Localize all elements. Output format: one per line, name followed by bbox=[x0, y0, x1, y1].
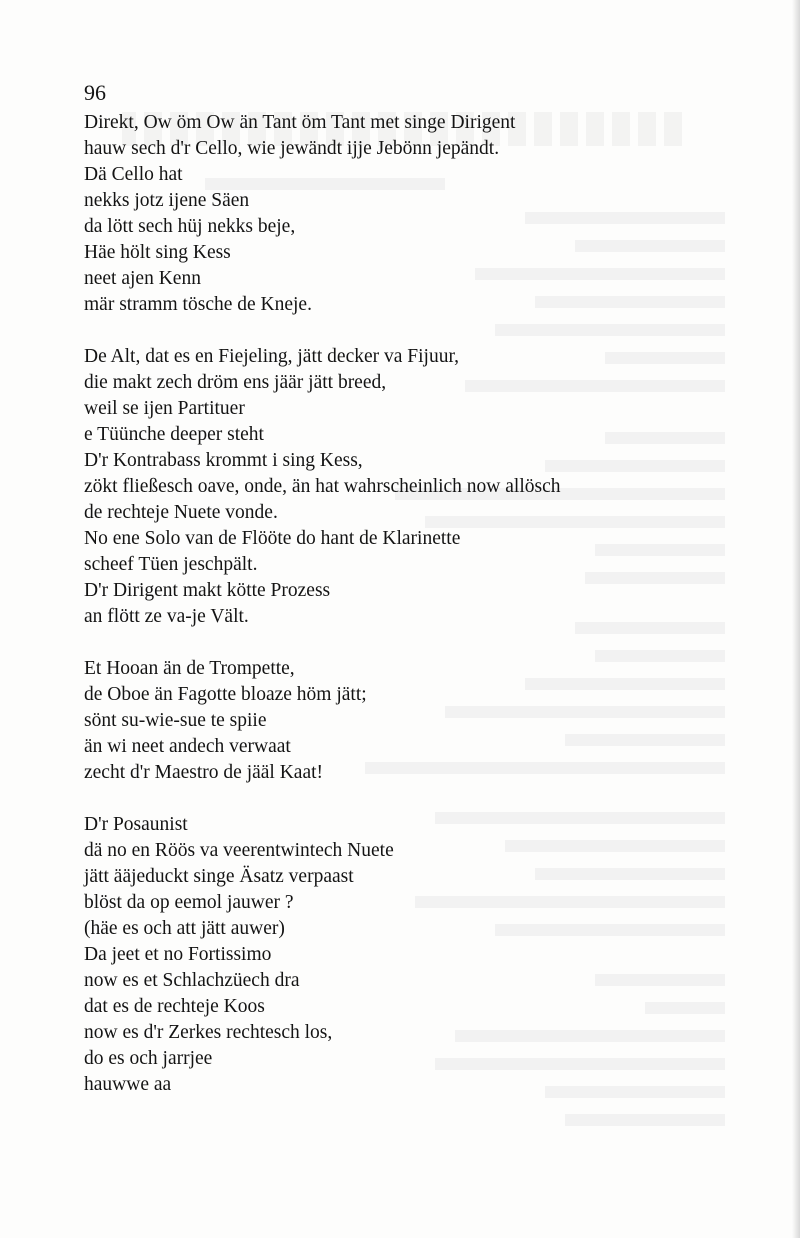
poem-line: Et Hooan än de Trompette, bbox=[84, 658, 295, 679]
poem-line: Häe hölt sing Kess bbox=[84, 242, 231, 263]
stanza-3 bbox=[84, 656, 774, 786]
poem-line: zecht d'r Maestro de jääl Kaat! bbox=[84, 762, 324, 783]
poem-line: now es d'r Zerkes rechtesch los, bbox=[84, 1022, 333, 1043]
poem-line: da lött sech hüj nekks beje, bbox=[84, 216, 296, 237]
page-number: 96 bbox=[84, 80, 106, 105]
poem-line: No ene Solo van de Flööte do hant de Klarinette bbox=[84, 528, 461, 549]
poem-line: D'r Dirigent makt kötte Prozess bbox=[84, 580, 331, 601]
stanza-4 bbox=[84, 812, 774, 1098]
poem-line: Direkt, Ow öm Ow än Tant öm Tant met singe Dirigent bbox=[84, 112, 516, 133]
poem-line: an flött ze va-je Vält. bbox=[84, 606, 249, 627]
poem-line: dä no en Röös va veerentwintech Nuete bbox=[84, 840, 394, 861]
poem-line: sönt su-wie-sue te spiie bbox=[84, 710, 267, 731]
poem-line: D'r Kontrabass krommt i sing Kess, bbox=[84, 450, 363, 471]
poem-line: än wi neet andech verwaat bbox=[84, 736, 291, 757]
poem-line: Da jeet et no Fortissimo bbox=[84, 944, 272, 965]
poem-line: zökt fließesch oave, onde, än hat wahrscheinlich now allösch bbox=[84, 476, 561, 497]
poem-line: Dä Cello hat bbox=[84, 164, 183, 185]
poem-line: D'r Posaunist bbox=[84, 814, 188, 835]
page-edge-shadow bbox=[792, 0, 800, 1238]
poem-line: jätt ääjeduckt singe Äsatz verpaast bbox=[84, 866, 354, 887]
stanza-2 bbox=[84, 344, 774, 630]
poem-line: scheef Tüen jeschpält. bbox=[84, 554, 258, 575]
poem-line: nekks jotz ijene Säen bbox=[84, 190, 250, 211]
stanza-1 bbox=[84, 110, 774, 318]
poem-line: die makt zech dröm ens jäär jätt breed, bbox=[84, 372, 387, 393]
poem-line: weil se ijen Partituer bbox=[84, 398, 245, 419]
poem-line: (häe es och att jätt auwer) bbox=[84, 918, 285, 939]
poem-line: de Oboe än Fagotte bloaze höm jätt; bbox=[84, 684, 367, 705]
poem-line: now es et Schlachzüech dra bbox=[84, 970, 300, 991]
poem-line: dat es de rechteje Koos bbox=[84, 996, 265, 1017]
poem-line: do es och jarrjee bbox=[84, 1048, 213, 1069]
poem-line: e Tüünche deeper steht bbox=[84, 424, 264, 445]
poem-body bbox=[84, 110, 774, 1124]
poem-line: mär stramm tösche de Kneje. bbox=[84, 294, 312, 315]
poem-line: de rechteje Nuete vonde. bbox=[84, 502, 278, 523]
poem-line: neet ajen Kenn bbox=[84, 268, 201, 289]
poem-line: hauwwe aa bbox=[84, 1074, 172, 1095]
poem-line: hauw sech d'r Cello, wie jewändt ijje Jebönn jepändt. bbox=[84, 138, 500, 159]
poem-line: De Alt, dat es en Fiejeling, jätt decker va Fijuur, bbox=[84, 346, 460, 367]
poem-line: blöst da op eemol jauwer ? bbox=[84, 892, 294, 913]
